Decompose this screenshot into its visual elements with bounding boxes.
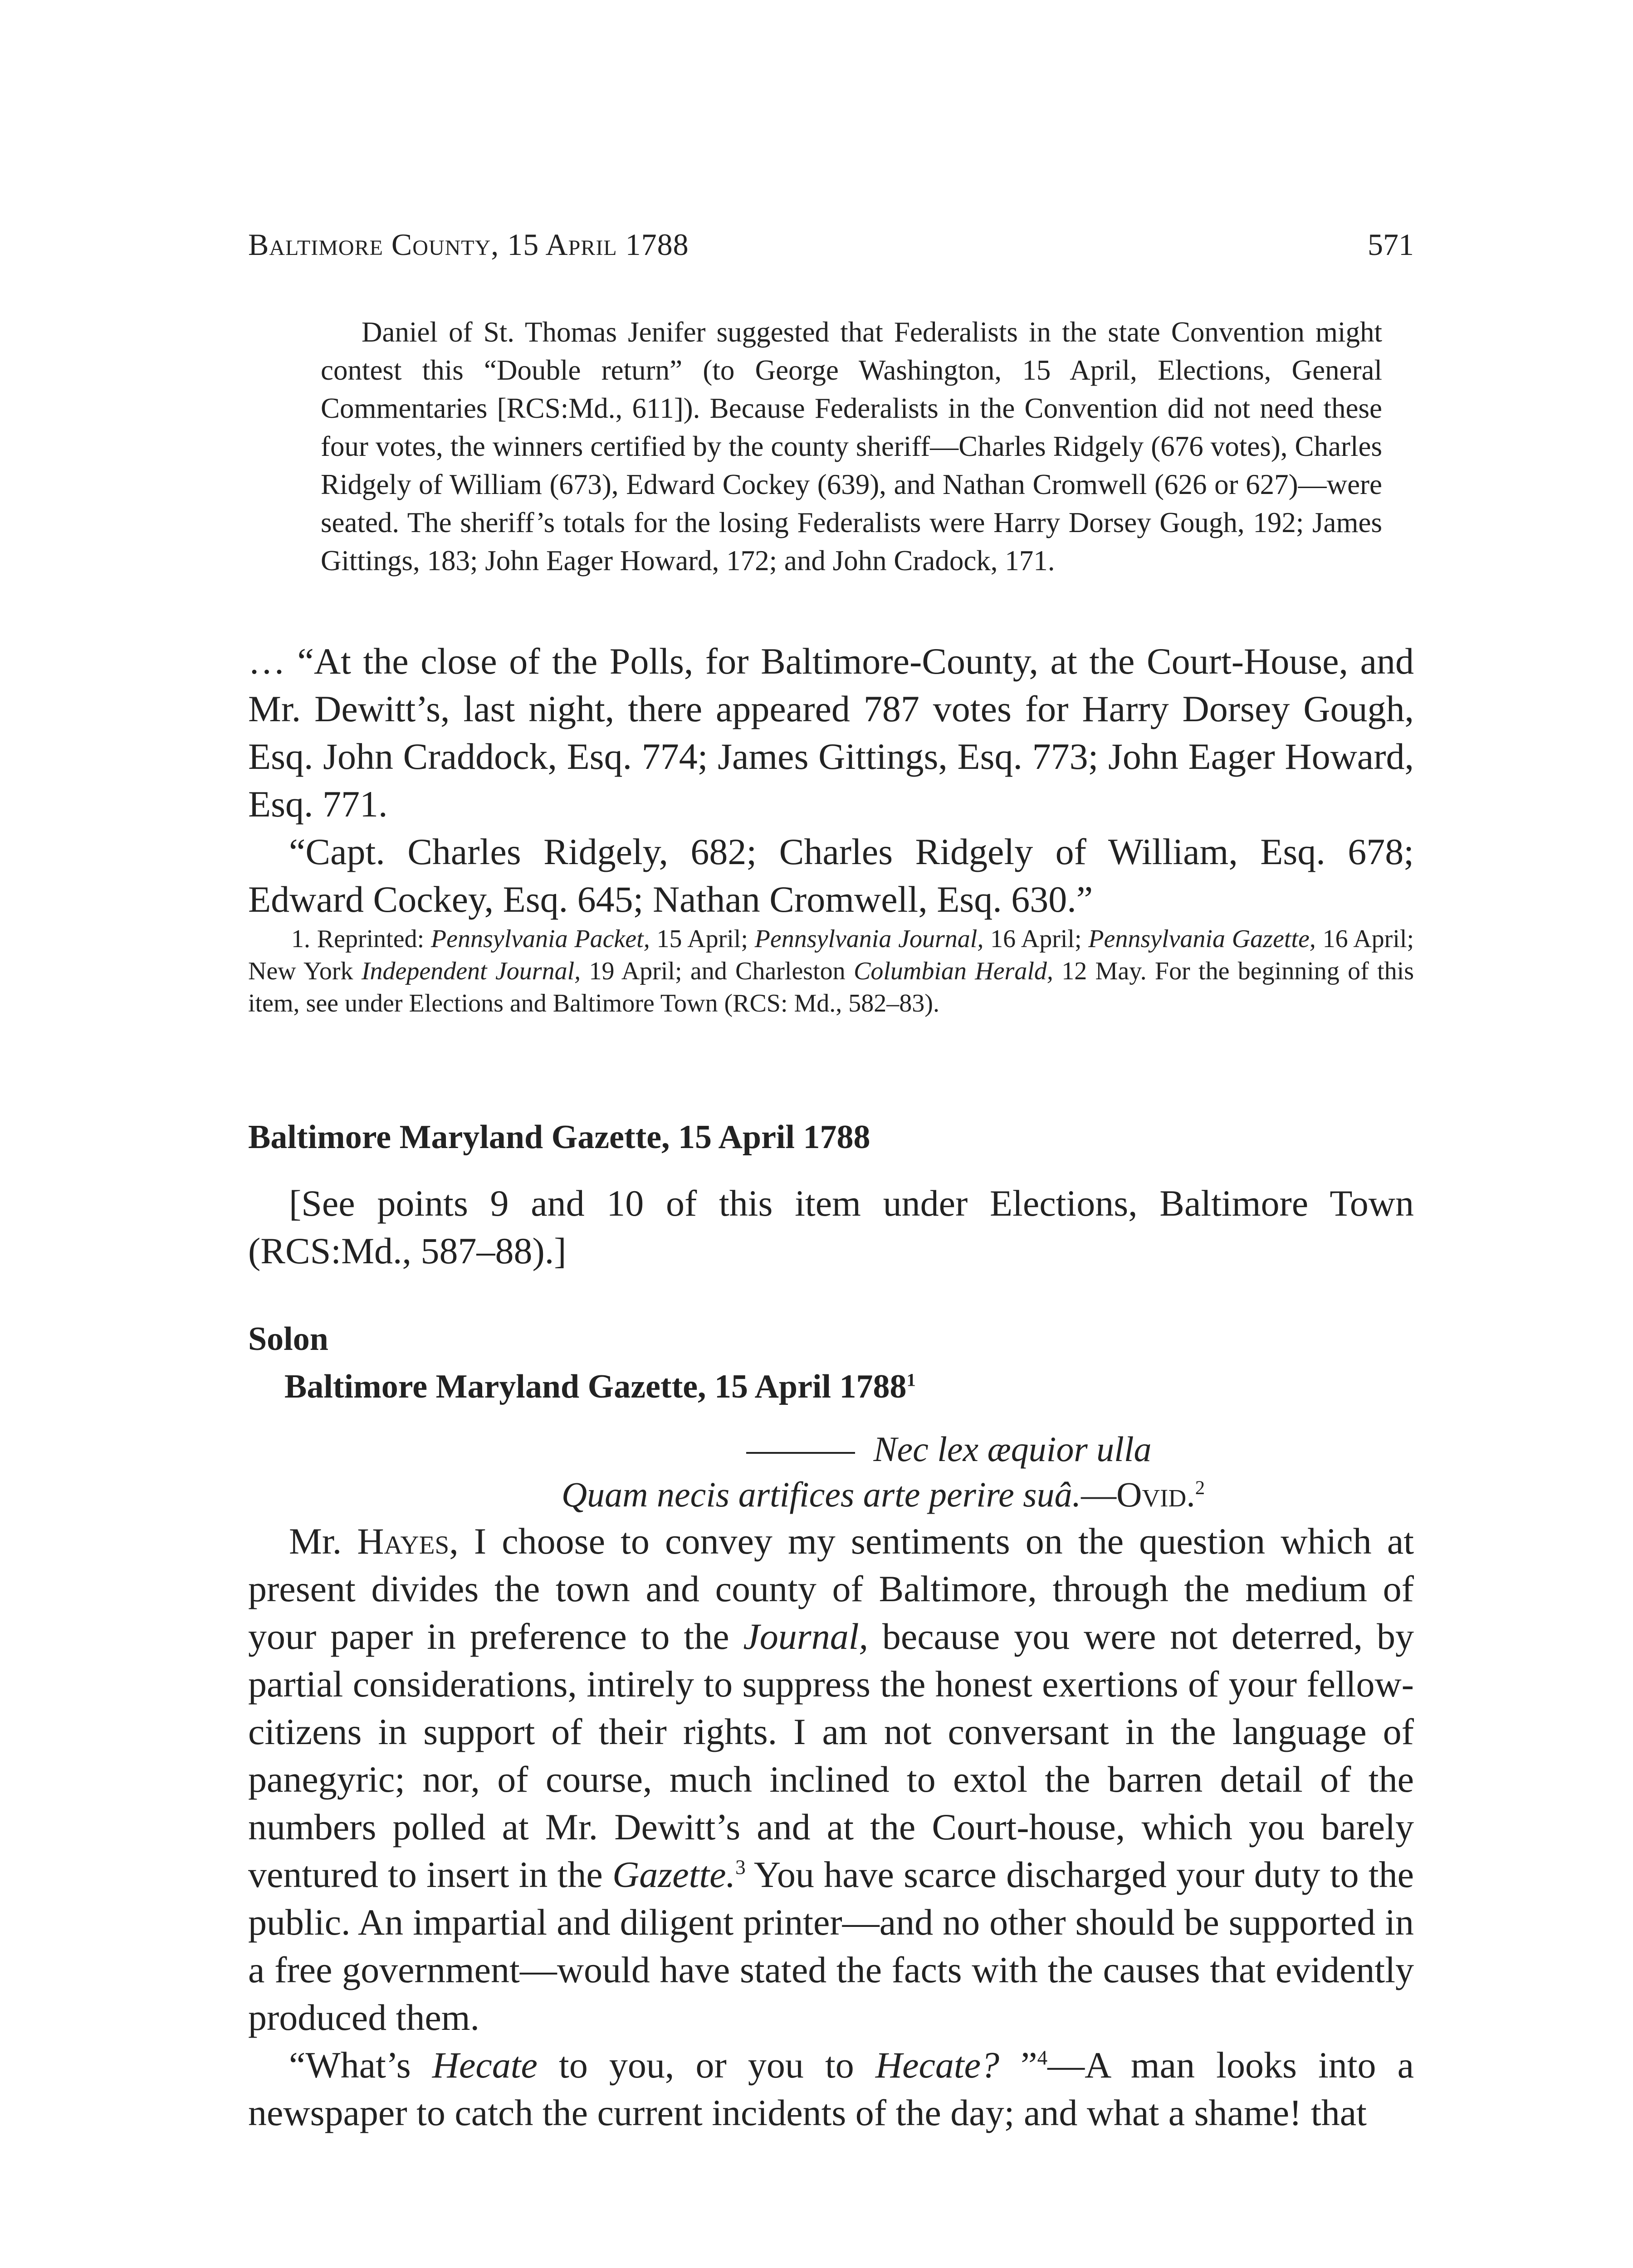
footnote-title: Columbian Herald,: [854, 957, 1053, 985]
note-reference: 2: [1195, 1477, 1205, 1499]
footnote-title: Pennsylvania Packet,: [430, 925, 650, 953]
letter-text: You have scarce discharged your duty to the public. An impartial and diligent printer—and no other should be supported in a free government—would have stated the facts with the causes that evidently produced them.: [248, 1854, 1414, 2038]
footnote-text: 15 April;: [650, 925, 755, 953]
footnote-title: Pennsylvania Journal,: [754, 925, 984, 953]
quoted-name: Hecate: [432, 2044, 538, 2086]
note-reference: 1: [906, 1369, 916, 1390]
section-heading-solon: [284, 1368, 916, 1406]
epigraph-line-1: [248, 1427, 1414, 1472]
poll-report: [248, 637, 1414, 923]
running-head: Baltimore County, 15 April 1788: [248, 227, 689, 262]
solon-letter: [248, 1517, 1414, 2136]
newspaper-title: Gazette.: [612, 1854, 736, 1895]
epigraph-text: Quam necis artifices arte perire suâ.: [561, 1475, 1081, 1514]
letter-text: to you, or you to: [537, 2044, 875, 2086]
letter-paragraph-1: [248, 1517, 1414, 2041]
newspaper-title: Journal,: [743, 1616, 868, 1657]
section-1-body: [248, 1179, 1414, 1275]
letter-text: ”: [999, 2044, 1037, 2086]
epigraph-dash: —: [1081, 1475, 1117, 1514]
letter-text: —A man looks into a newspaper to catch the current incidents of the day; and what a shame! that: [248, 2044, 1414, 2133]
section-2-title: Baltimore Maryland Gazette, 15 April 1788: [284, 1368, 907, 1405]
editorial-note: [321, 313, 1382, 580]
poll-paragraph-2: “Capt. Charles Ridgely, 682; Charles Ridgely of William, Esq. 678; Edward Cockey, Esq. 645; Nathan Cromwell, Esq. 630.”: [248, 831, 1414, 920]
editorial-note-text: Daniel of St. Thomas Jenifer suggested that Federalists in the state Convention might contest this “Double return” (to George Washington, 15 April, Elections, General Commentaries [RCS:Md., 611]). Because Federalists in the Convention did not need these four votes, the winners certified by the county sheriff—Charles Ridgely (676 votes), Charles Ridgely of William (673), Edward Cockey (639), and Nathan Cromwell (626 or 627)—were seated. The sheriff’s totals for the losing Federalists were Harry Dorsey Gough, 192; James Gittings, 183; John Eager Howard, 172; and John Cradock, 171.: [321, 316, 1382, 577]
page-number: 571: [1368, 227, 1414, 262]
addressee-name: Hayes: [357, 1520, 450, 1562]
epigraph-text: Nec lex æquior ulla: [873, 1429, 1152, 1469]
note-reference: 3: [735, 1856, 746, 1879]
footnote-text: 16 April; New York: [248, 925, 1414, 985]
epigraph-rule: [746, 1452, 855, 1454]
letter-text: Mr.: [289, 1520, 357, 1562]
quoted-name: Hecate?: [875, 2044, 1000, 2086]
note-reference: 4: [1037, 2046, 1048, 2069]
footnote-text: 19 April; and Charleston: [581, 957, 854, 985]
poll-paragraph-1: … “At the close of the Polls, for Baltimore-County, at the Court-House, and Mr. Dewitt’s, last night, there appeared 787 votes for Harry Dorsey Gough, Esq. John Craddock, Esq. 774; James Gittings, Esq. 773; John Eager Howard, Esq. 771.: [248, 640, 1414, 825]
footnote-text: Reprinted:: [310, 925, 431, 953]
footnote-text: 16 April;: [983, 925, 1089, 953]
page-header: [248, 227, 1414, 263]
footnote-number: 1.: [291, 925, 310, 953]
letter-text: because you were not deterred, by partial considerations, intirely to suppress the honest exertions of your fellow-citizens in support of their rights. I am not conversant in the language of panegyric; nor, of course, much inclined to extol the barren detail of the numbers polled at Mr. Dewitt’s and at the Court-house, which you barely ventured to insert in the: [248, 1616, 1414, 1895]
epigraph-line-2: [248, 1472, 1414, 1517]
section-heading-gazette: Baltimore Maryland Gazette, 15 April 1788: [248, 1119, 870, 1156]
footnote-title: Independent Journal,: [361, 957, 581, 985]
letter-text: “What’s: [289, 2044, 432, 2086]
footnote-title: Pennsylvania Gazette,: [1088, 925, 1316, 953]
epigraph: [248, 1427, 1414, 1517]
letter-text: , I choose to convey my sentiments on the question which at present divides the town and county of Baltimore, through the medium of your paper in preference to the: [248, 1520, 1414, 1657]
footnote-1: [248, 923, 1414, 1020]
author-heading: Solon: [248, 1320, 328, 1358]
letter-paragraph-2: [248, 2041, 1414, 2136]
section-1-text: [See points 9 and 10 of this item under Elections, Baltimore Town (RCS:Md., 587–88).]: [248, 1183, 1414, 1271]
footnote-text: 12 May. For the beginning of this item, see under Elections and Baltimore Town (RCS: Md., 582–83).: [248, 957, 1414, 1017]
footnote-1-text: [248, 923, 1414, 1020]
epigraph-author: Ovid.: [1116, 1475, 1195, 1514]
